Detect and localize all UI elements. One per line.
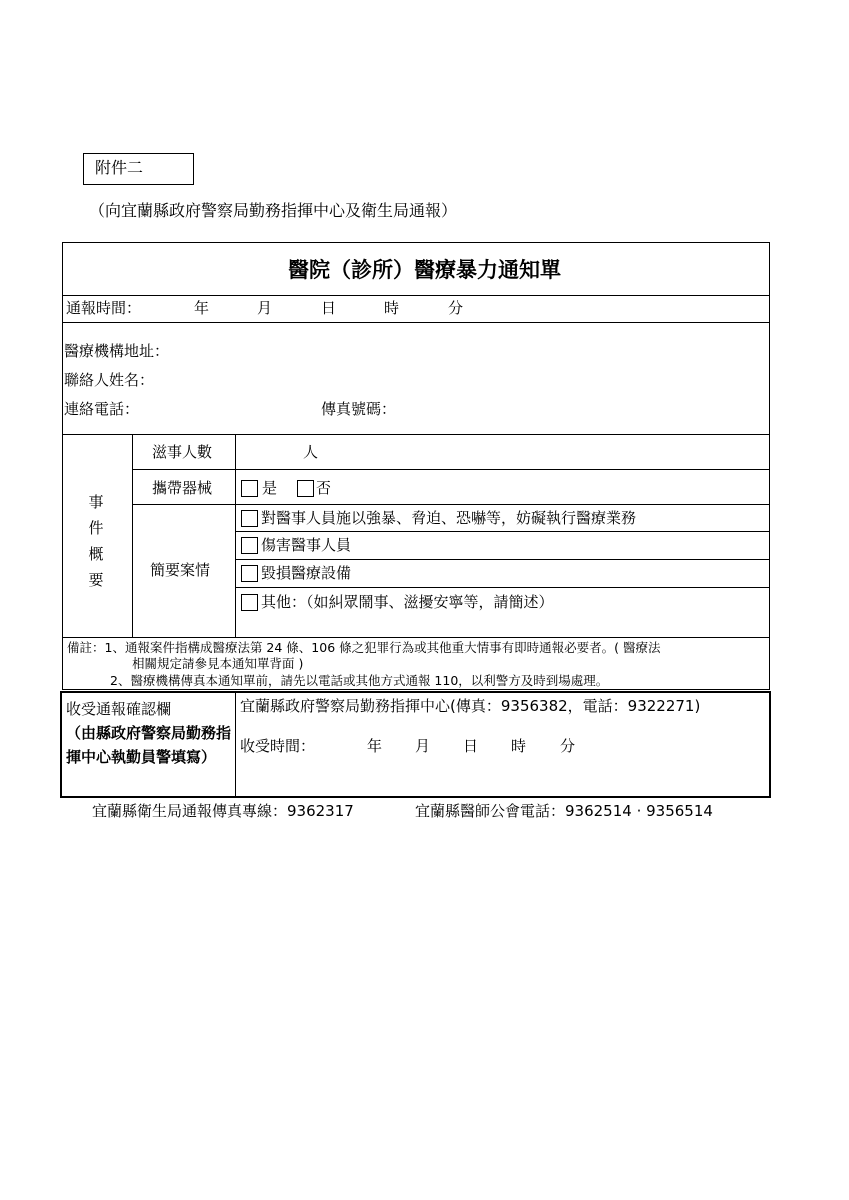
report-time-minute: 分	[448, 299, 464, 317]
summary-option-checkbox[interactable]	[241, 594, 258, 611]
divider	[132, 504, 770, 505]
summary-option-label: 傷害醫事人員	[261, 536, 352, 554]
weapon-no-label: 否	[316, 479, 332, 497]
weapon-yes-checkbox[interactable]	[241, 480, 258, 497]
troublemakers-label: 滋事人數	[152, 443, 213, 461]
divider	[235, 434, 236, 637]
command-center-info: 宜蘭縣政府警察局勤務指揮中心(傳真：9356382，電話：9322271)	[240, 697, 701, 715]
summary-option-checkbox[interactable]	[241, 510, 258, 527]
receive-time-hour: 時	[511, 737, 527, 755]
annex-label: 附件二	[95, 158, 144, 177]
health-bureau-fax: 宜蘭縣衛生局通報傳真專線：9362317	[92, 802, 354, 820]
receive-time-day: 日	[463, 737, 479, 755]
troublemakers-unit: 人	[303, 443, 319, 461]
confirmation-left-cell	[66, 697, 232, 769]
summary-option-checkbox[interactable]	[241, 565, 258, 582]
report-time-hour: 時	[384, 299, 400, 317]
confirmation-subtitle: （由縣政府警察局勤務指揮中心執勤員警填寫）	[66, 724, 232, 766]
divider	[235, 692, 236, 797]
contact-name-label: 聯絡人姓名：	[64, 371, 155, 389]
receive-time-month: 月	[415, 737, 431, 755]
subtitle: （向宜蘭縣政府警察局勤務指揮中心及衛生局通報）	[89, 201, 458, 220]
incident-section-char: 件	[88, 519, 104, 537]
incident-section-char: 概	[88, 545, 104, 563]
report-time-month: 月	[257, 299, 273, 317]
incident-section-label	[80, 489, 112, 593]
weapon-yes-label: 是	[262, 479, 278, 497]
summary-label: 簡要案情	[150, 561, 211, 579]
receive-time-minute: 分	[560, 737, 576, 755]
summary-option-label: 毀損醫療設備	[261, 564, 352, 582]
note-line-2: 相關規定請參見本通知單背面 )	[132, 656, 304, 671]
report-time-year: 年	[194, 299, 210, 317]
divider	[132, 469, 770, 470]
report-time-label: 通報時間：	[66, 299, 142, 317]
divider	[132, 434, 133, 637]
divider	[235, 531, 770, 532]
divider	[62, 322, 770, 323]
medical-association-phone: 宜蘭縣醫師公會電話：9362514 · 9356514	[415, 802, 713, 820]
form-frame	[62, 242, 770, 690]
report-time-day: 日	[321, 299, 337, 317]
summary-option-label: 對醫事人員施以強暴、脅迫、恐嚇等，妨礙執行醫療業務	[261, 509, 637, 527]
divider	[235, 559, 770, 560]
contact-phone-label: 連絡電話：	[64, 400, 140, 418]
summary-option-label: 其他：（如糾眾鬧事、滋擾安寧等，請簡述）	[261, 593, 554, 611]
confirmation-title: 收受通報確認欄	[66, 700, 172, 718]
receive-time-year: 年	[367, 737, 383, 755]
incident-section-char: 要	[88, 571, 104, 589]
incident-section-char: 事	[88, 493, 104, 511]
divider	[235, 587, 770, 588]
institution-address-label: 醫療機構地址：	[64, 342, 170, 360]
form-title: 醫院（診所）醫療暴力通知單	[288, 258, 561, 282]
receive-time-label: 收受時間：	[240, 737, 316, 755]
divider	[62, 295, 770, 296]
divider	[62, 637, 770, 638]
summary-option-checkbox[interactable]	[241, 537, 258, 554]
weapon-no-checkbox[interactable]	[297, 480, 314, 497]
note-line-3: 2、醫療機構傳真本通知單前，請先以電話或其他方式通報 110，以利警方及時到場處理。	[110, 673, 609, 688]
fax-number-label: 傳真號碼：	[321, 400, 397, 418]
divider	[62, 434, 770, 435]
note-line-1: 備註：1、通報案件指構成醫療法第 24 條、106 條之犯罪行為或其他重大情事有即時通報必要者。( 醫療法	[67, 640, 661, 655]
weapon-label: 攜帶器械	[152, 479, 213, 497]
